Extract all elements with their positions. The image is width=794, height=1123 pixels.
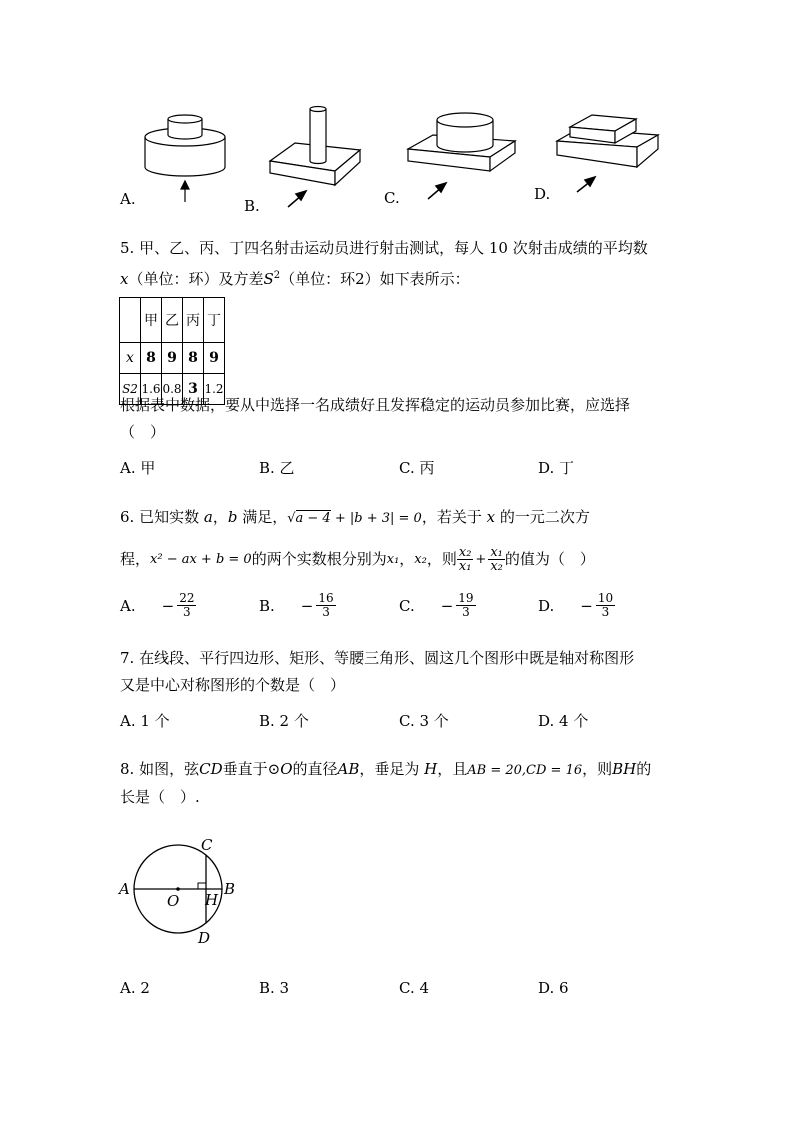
q8-stem-line2: 长是（ ）. [120,788,200,806]
q6-option-b[interactable] [259,592,336,619]
table-row [120,343,225,374]
mean-symbol: x [120,270,129,288]
q5-option-a[interactable]: A. 甲 [120,459,156,477]
table-cell: 1.6 [141,374,162,405]
option-label: D. [538,596,555,615]
q6-stem-line2 [120,546,690,573]
q8-circle-diagram [112,832,242,952]
q6-text: 的值为（ ） [504,550,595,568]
q8-text: 的 [636,760,652,778]
option-value [301,592,336,619]
q5-stem-line1: 5. 甲、乙、丙、丁四名射击运动员进行射击测试，每人 10 次射击成绩的平均数 [120,239,648,257]
var-b: b [227,508,238,526]
option-label: A. [120,596,136,615]
option-label: B. [259,596,275,615]
radical-inner: a − 4 [295,511,331,526]
q6-option-c[interactable] [399,592,476,619]
q8-text: ，且 [437,760,468,778]
condition-expression: AB = 20,CD = 16 [467,763,583,778]
option-value [441,592,476,619]
q8-option-d[interactable]: D. 6 [538,979,569,997]
center-point [176,887,180,891]
q8-stem-line1 [120,756,690,784]
center-o: O [280,760,293,778]
label-h: H [205,891,219,909]
var-a: a [203,508,213,526]
denominator: x₂ [490,559,503,574]
numerator: 19 [458,591,474,605]
diameter-ab: AB [337,760,360,778]
numerator: x₂ [458,545,472,560]
q8-option-c[interactable]: C. 4 [399,979,430,997]
table-row-label: x [120,343,141,374]
q6-option-d[interactable] [538,592,615,619]
right-angle-mark [198,883,206,889]
q7-option-b[interactable]: B. 2 个 [259,712,309,730]
label-b: B [224,880,236,898]
figure-d-stepped-block [557,115,658,167]
q4-option-b[interactable]: B. [244,197,260,215]
plus-sign: + [475,552,487,567]
figure-c-slab-with-cylinder [408,113,515,171]
numerator: 22 [179,591,195,605]
table-cell: 9 [204,343,225,374]
option-value [162,592,197,619]
q5-data-table [119,297,225,405]
minus-sign: − [580,596,593,615]
q5-option-d[interactable]: D. 丁 [538,459,575,477]
q4-option-d[interactable]: D. [534,185,551,203]
denominator: 3 [601,605,610,619]
figure-b-arrow [288,191,306,207]
var-x: x [486,508,496,526]
denominator: 3 [462,605,470,619]
fraction-x1-over-x2 [488,546,505,573]
q6-text: 满足， [237,508,288,526]
table-row-label: S2 [120,374,141,405]
fraction [177,592,196,619]
variance-exponent: 2 [273,270,281,281]
quadratic-equation: x² − ax + b = 0 [150,552,252,567]
q5-unit-text: （单位：环）及方差 [128,270,264,288]
numerator: 16 [318,591,334,605]
table-cell: 1.2 [204,374,225,405]
q8-text: 垂直于 [222,760,268,778]
q6-text: ， [212,508,228,526]
q7-stem-line1: 7. 在线段、平行四边形、矩形、等腰三角形、圆这几个图形中既是轴对称图形 [120,649,635,667]
q6-text: 的两个实数根分别为 [251,550,387,568]
root-x1: x₁ [386,552,400,567]
q5-stem-line2 [120,262,690,293]
q6-stem-line1 [120,504,690,532]
q7-option-d[interactable]: D. 4 个 [538,712,589,730]
segment-bh: BH [612,760,637,778]
q4-option-c[interactable]: C. [384,189,400,207]
foot-h: H [424,760,438,778]
q8-stem [120,756,690,811]
figure-b-slab-with-rod [270,107,360,186]
figure-d-arrow [577,177,595,192]
q5-stem [120,235,690,293]
q7-stem [120,645,690,699]
q5-question-line1: 根据表中数据，要从中选择一名成绩好且发挥稳定的运动员参加比赛，应选择 [120,396,631,414]
q8-text: 8. 如图，弦 [120,760,200,778]
q5-question-line2: （ ） [120,423,166,441]
figure-a-stacked-cylinders [145,115,225,176]
chord-cd: CD [199,760,223,778]
radical-expression [287,510,422,526]
table-cell: 3 [183,374,204,405]
variance-symbol: S [263,270,274,288]
q5-option-c[interactable]: C. 丙 [399,459,435,477]
table-cell: 0.8 [162,374,183,405]
q7-stem-line2: 又是中心对称图形的个数是（ ） [120,676,346,694]
q6-text: ，则 [426,550,457,568]
minus-sign: − [161,596,175,615]
label-c: C [201,836,213,854]
fraction [316,592,335,619]
table-header-cell: 丁 [204,298,225,343]
table-header-cell [120,298,141,343]
root-x2: x₂ [414,552,427,567]
q6-option-a[interactable] [120,592,196,619]
q7-option-a[interactable]: A. 1 个 [120,712,170,730]
fraction-x2-over-x1 [457,546,474,573]
q4-option-a[interactable]: A. [120,190,136,208]
table-header-row [120,298,225,343]
q5-question [120,392,690,446]
table-cell: 8 [183,343,204,374]
label-o: O [167,892,180,910]
q8-option-a[interactable]: A. 2 [120,979,150,997]
minus-sign: − [300,596,314,615]
fraction [596,592,615,619]
abs-part: + |b + 3| = 0 [330,511,422,526]
label-d: D [198,929,211,947]
denominator: 3 [183,605,191,619]
minus-sign: − [440,596,454,615]
numerator: 10 [597,591,614,605]
q8-text: ，则 [582,760,613,778]
q6-text: ， [399,550,415,568]
denominator: x₁ [458,559,472,574]
q6-text: 6. 已知实数 [120,508,204,526]
table-cell: 8 [141,343,162,374]
q6-text: ，若关于 [421,508,487,526]
label-a: A [119,880,130,898]
q7-option-c[interactable]: C. 3 个 [399,712,449,730]
option-value [580,592,615,619]
q8-text: ，垂足为 [359,760,425,778]
q8-text: 的直径 [292,760,338,778]
radical-sign: √ [287,511,296,526]
q6-text: 的一元二次方 [495,508,590,526]
option-label: C. [399,596,415,615]
q8-option-b[interactable]: B. 3 [259,979,290,997]
table-header-cell: 甲 [141,298,162,343]
q5-unit-text-2: （单位：环2）如下表所示： [280,270,470,288]
fraction [456,592,475,619]
circle-symbol: ⊙ [267,760,281,778]
table-header-cell: 丙 [183,298,204,343]
figure-a-arrow [181,181,189,202]
q5-option-b[interactable]: B. 乙 [259,459,295,477]
numerator: x₁ [490,545,503,560]
table-header-cell: 乙 [162,298,183,343]
table-cell: 9 [162,343,183,374]
figure-c-arrow [428,183,446,199]
q6-text: 程， [120,550,151,568]
denominator: 3 [322,605,330,619]
